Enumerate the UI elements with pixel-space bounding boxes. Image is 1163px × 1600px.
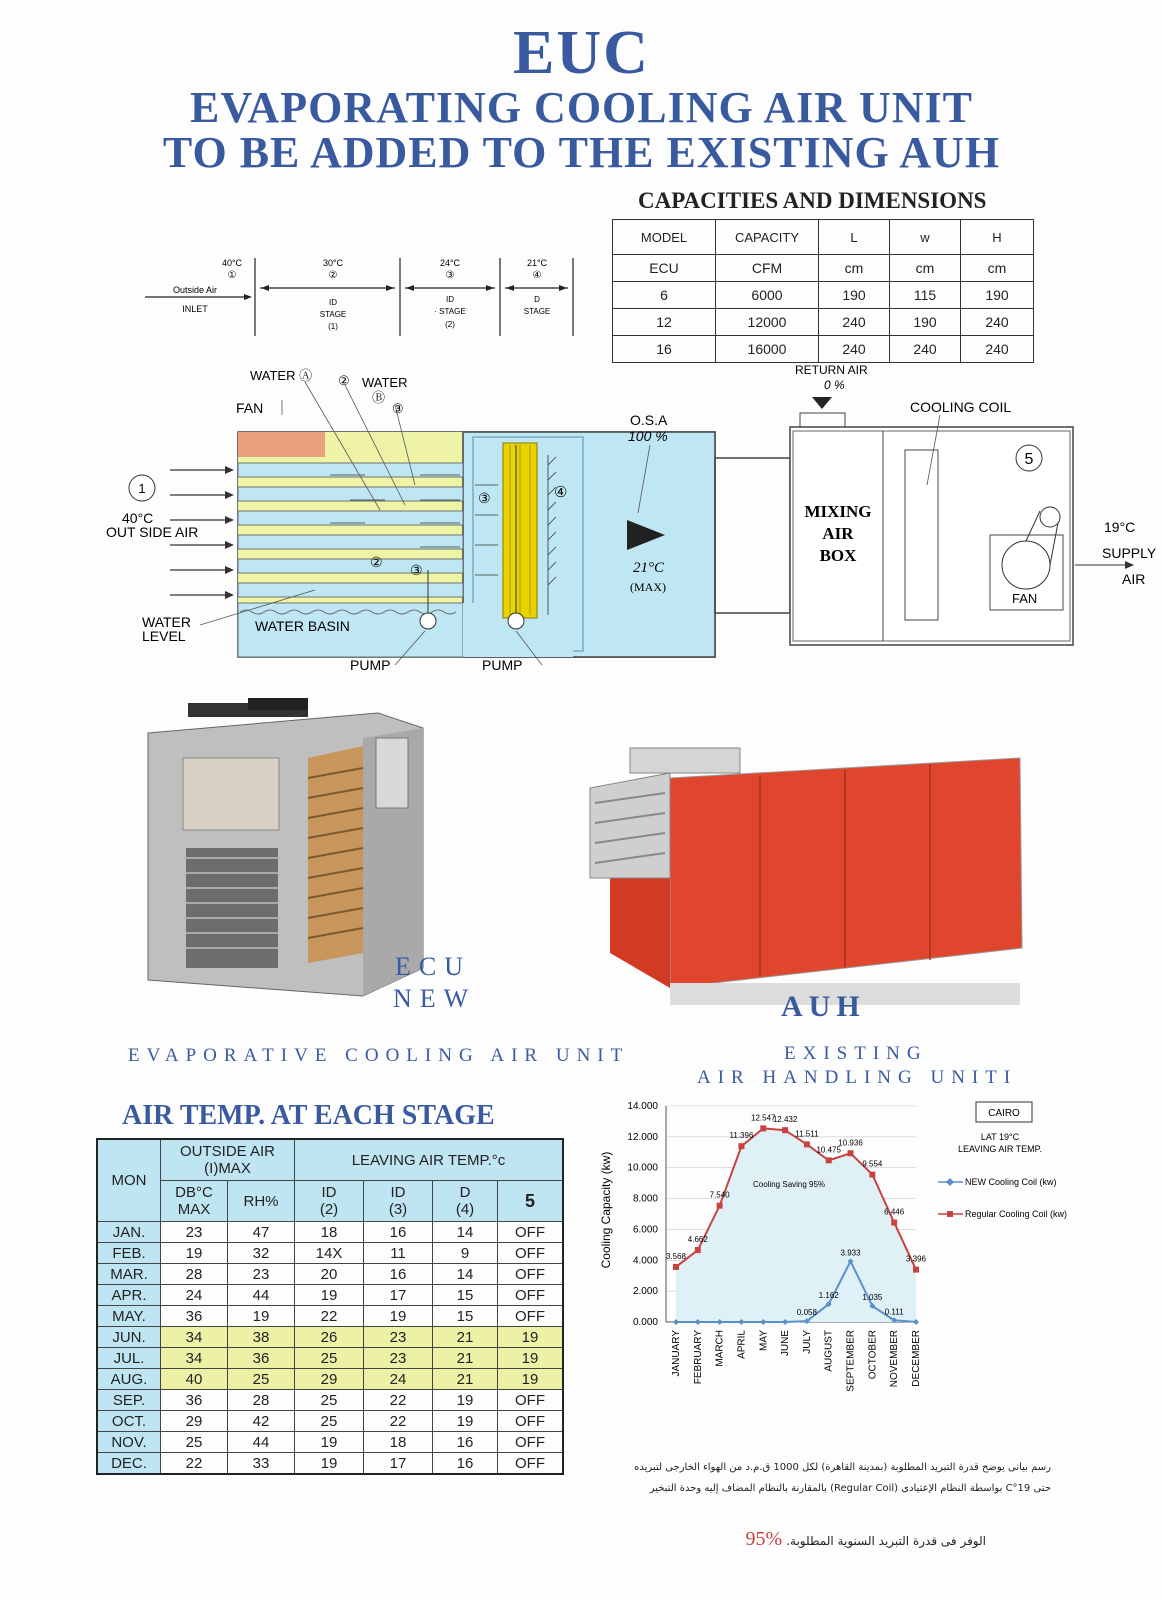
table-row [613, 282, 1034, 309]
arabic-note-1: رسم بيانى يوضح قدرة التبريد المطلوبة (بمدينة القاهرة) لكل 1000 ق.م.د من الهواء الخارجى لتبريده [634, 1462, 1051, 1473]
regular-coil-point [738, 1143, 744, 1149]
label-outside-temp: 40°C [122, 510, 154, 526]
chart-xtick-label: MARCH [714, 1330, 726, 1367]
regular-coil-data-label: 6.446 [884, 1207, 905, 1217]
value-cell: 16 [433, 1453, 498, 1475]
saving-text: الوفر فى قدرة التبريد السنوية المطلوبة. [786, 1534, 986, 1548]
value-cell: OFF [498, 1285, 564, 1306]
stage-temp: 24°C [439, 258, 461, 268]
value-cell: 25 [295, 1348, 364, 1369]
temp-header-rh: RH% [228, 1181, 295, 1222]
cap-cell: 12 [613, 309, 716, 336]
stage-temp: 30°C [322, 258, 344, 268]
month-cell: MAY. [97, 1306, 161, 1327]
chart-ytick-label: 14.000 [627, 1101, 658, 1112]
value-cell: 47 [228, 1222, 295, 1243]
month-cell: OCT. [97, 1411, 161, 1432]
temp-header-d4 [433, 1181, 498, 1222]
page-title: EUC [513, 19, 650, 87]
value-cell: OFF [498, 1411, 564, 1432]
temp-header-outside-2: (I)MAX [204, 1160, 251, 1177]
temp-header-id3-1: ID [390, 1184, 406, 1201]
stage-label: (1) [328, 322, 338, 331]
table-row [97, 1432, 563, 1453]
chart-ytick-label: 10.000 [627, 1162, 658, 1174]
chart-xtick-label: FEBRUARY [692, 1330, 704, 1385]
new-coil-data-label: 0.111 [884, 1307, 904, 1317]
label-return-pct: 0 % [824, 378, 845, 392]
value-cell: 25 [228, 1369, 295, 1390]
legend-regular-label: Regular Cooling Coil (kw) [965, 1209, 1068, 1219]
value-cell: 28 [161, 1264, 228, 1285]
temp-header-5: 5 [498, 1181, 564, 1222]
label-num2: ② [338, 373, 350, 388]
value-cell: 25 [295, 1411, 364, 1432]
stage-inlet-top: Outside Air [172, 285, 218, 295]
value-cell: 22 [364, 1411, 433, 1432]
month-cell: JUL. [97, 1348, 161, 1369]
value-cell: 38 [228, 1327, 295, 1348]
label-c3b: ③ [478, 490, 491, 506]
value-cell: 24 [161, 1285, 228, 1306]
value-cell: 20 [295, 1264, 364, 1285]
label-mixing-2: AIR [822, 524, 854, 543]
value-cell: 16 [364, 1222, 433, 1243]
stage-number: ① [227, 270, 237, 281]
stage-label: ID [446, 295, 454, 304]
label-t19: 19°C [1104, 519, 1136, 535]
value-cell: 19 [498, 1327, 564, 1348]
cap-header-cell: H [961, 220, 1034, 255]
temp-header-outside-1: OUTSIDE AIR [179, 1143, 276, 1160]
month-cell: APR. [97, 1285, 161, 1306]
ecu-caption: EVAPORATIVE COOLING AIR UNIT [128, 1045, 630, 1066]
value-cell: OFF [498, 1306, 564, 1327]
temp-header-id3-2: (3) [388, 1201, 408, 1218]
table-row [97, 1222, 563, 1243]
regular-coil-point [804, 1141, 810, 1147]
value-cell: 17 [364, 1453, 433, 1475]
chart-xtick-label: SEPTEMBER [845, 1330, 857, 1392]
label-pump-2: PUMP [482, 657, 523, 673]
value-cell: 23 [364, 1348, 433, 1369]
value-cell: 25 [295, 1390, 364, 1411]
value-cell: 19 [498, 1369, 564, 1390]
stage-strip [140, 250, 580, 340]
label-max: (MAX) [630, 580, 666, 594]
label-mixing-1: MIXING [804, 502, 872, 521]
value-cell: 17 [364, 1285, 433, 1306]
value-cell: 16 [433, 1432, 498, 1453]
value-cell: 19 [161, 1243, 228, 1264]
cap-cell: 190 [961, 282, 1034, 309]
chart-xtick-label: JUNE [780, 1330, 792, 1357]
auh-caption-1: EXISTING [784, 1043, 928, 1064]
stage-label: · STAGE [434, 307, 466, 316]
label-water-basin: WATER BASIN [255, 618, 350, 634]
system-diagram [100, 363, 1157, 695]
temp-header-mon: MON [97, 1139, 161, 1222]
temp-header-outside [161, 1139, 295, 1181]
capacities-table [612, 219, 1034, 363]
chart-xtick-label: APRIL [736, 1330, 748, 1359]
value-cell: 22 [295, 1306, 364, 1327]
temp-header-db-2: MAX [177, 1201, 211, 1218]
label-t21: 21°C [633, 560, 665, 576]
cap-cell: 240 [890, 336, 961, 363]
cap-header-cell: MODEL [613, 220, 716, 255]
table-row [97, 1453, 563, 1475]
capacities-header-row [613, 220, 1034, 255]
capacities-title: CAPACITIES AND DIMENSIONS [638, 188, 987, 213]
value-cell: 21 [433, 1369, 498, 1390]
chart-ytick-label: 4.000 [632, 1255, 658, 1267]
value-cell: 36 [228, 1348, 295, 1369]
temp-header-db [161, 1181, 228, 1222]
regular-coil-point [891, 1220, 897, 1226]
regular-coil-point [760, 1125, 766, 1131]
cap-cell: 190 [819, 282, 890, 309]
chart-ytick-label: 2.000 [632, 1286, 658, 1298]
temp-header-d4-2: (4) [455, 1201, 475, 1218]
cap-cell: 115 [890, 282, 961, 309]
cap-cell: cm [819, 255, 890, 282]
value-cell: 11 [364, 1243, 433, 1264]
regular-coil-point [869, 1172, 875, 1178]
stage-label: STAGE [319, 310, 347, 319]
label-osa: O.S.A [630, 412, 668, 428]
value-cell: 19 [364, 1306, 433, 1327]
value-cell: OFF [498, 1432, 564, 1453]
regular-coil-data-label: 11.396 [729, 1131, 754, 1141]
label-water-b: WATER [362, 375, 408, 390]
chart-xtick-label: NOVEMBER [889, 1330, 901, 1388]
table-row [613, 336, 1034, 363]
value-cell: 22 [161, 1453, 228, 1475]
label-air: AIR [1122, 571, 1146, 587]
table-row [97, 1285, 563, 1306]
value-cell: 16 [364, 1264, 433, 1285]
cap-header-cell: w [890, 220, 961, 255]
label-b: Ⓑ [372, 390, 386, 405]
temp-header-id2 [295, 1181, 364, 1222]
regular-coil-point [695, 1247, 701, 1253]
regular-coil-data-label: 4.662 [687, 1235, 708, 1245]
value-cell: 32 [228, 1243, 295, 1264]
value-cell: 29 [161, 1411, 228, 1432]
auh-label: AUH [781, 990, 866, 1023]
chart-legend-box-label: CAIRO [988, 1108, 1020, 1119]
label-water-a: WATER Ⓐ [250, 368, 313, 383]
value-cell: 19 [295, 1432, 364, 1453]
value-cell: 19 [295, 1285, 364, 1306]
stage-number: ③ [445, 270, 455, 281]
value-cell: 15 [433, 1285, 498, 1306]
cap-cell: 6000 [716, 282, 819, 309]
cap-cell: cm [961, 255, 1034, 282]
cap-header-cell: CAPACITY [716, 220, 819, 255]
value-cell: 29 [295, 1369, 364, 1390]
value-cell: 36 [161, 1390, 228, 1411]
arabic-note-2: حتى 19°C بواسطة النظام الإعتيادى (Regular Coil) بالمقارنة بالنظام المضاف إليه وحدة التبخير [649, 1483, 1051, 1494]
chart-xtick-label: JANUARY [671, 1330, 682, 1377]
value-cell: OFF [498, 1264, 564, 1285]
chart-ytick-label: 0.000 [632, 1317, 658, 1328]
regular-coil-data-label: 11.511 [795, 1129, 819, 1139]
stage-label: STAGE [523, 307, 551, 316]
value-cell: 34 [161, 1327, 228, 1348]
stage-number: ④ [532, 270, 542, 281]
auh-unit-image [590, 748, 1030, 1010]
value-cell: 14X [295, 1243, 364, 1264]
table-row [97, 1369, 563, 1390]
cap-cell: 240 [819, 309, 890, 336]
legend-new-label: NEW Cooling Coil (kw) [965, 1177, 1057, 1187]
table-row [97, 1348, 563, 1369]
new-coil-data-label: 3.933 [840, 1248, 861, 1258]
value-cell: OFF [498, 1390, 564, 1411]
legend-new-marker [946, 1178, 954, 1186]
regular-coil-point [782, 1127, 788, 1133]
regular-coil-point [848, 1150, 854, 1156]
regular-coil-point [913, 1267, 919, 1273]
cap-cell: 190 [890, 309, 961, 336]
value-cell: 26 [295, 1327, 364, 1348]
table-row [97, 1411, 563, 1432]
stage-temp: 40°C [221, 258, 243, 268]
chart-xtick-label: MAY [758, 1330, 770, 1351]
value-cell: 44 [228, 1285, 295, 1306]
label-c5: 5 [1024, 451, 1034, 468]
value-cell: 34 [161, 1348, 228, 1369]
value-cell: 22 [364, 1390, 433, 1411]
value-cell: 36 [161, 1306, 228, 1327]
chart-annotation: Cooling Saving 95% [753, 1180, 826, 1189]
value-cell: 33 [228, 1453, 295, 1475]
chart-xtick-label: AUGUST [823, 1330, 835, 1372]
table-row [97, 1243, 563, 1264]
regular-coil-point [826, 1157, 832, 1163]
cap-cell: CFM [716, 255, 819, 282]
label-c4: ④ [554, 484, 568, 501]
legend-regular-marker [947, 1211, 953, 1217]
temp-header-id3 [364, 1181, 433, 1222]
temp-header-row [97, 1139, 563, 1181]
value-cell: 14 [433, 1264, 498, 1285]
label-mixing-3: BOX [819, 546, 857, 565]
chart-legend-note-1: LAT 19°C [980, 1132, 1020, 1142]
cap-cell: cm [890, 255, 961, 282]
temp-header-db-1: DB°C [175, 1184, 213, 1201]
cap-cell: 240 [819, 336, 890, 363]
value-cell: 15 [433, 1306, 498, 1327]
stage-label: D [534, 295, 540, 304]
label-num3: ③ [392, 401, 404, 416]
regular-coil-point [673, 1264, 679, 1270]
value-cell: 19 [498, 1348, 564, 1369]
label-outside-air: OUT SIDE AIR [106, 524, 199, 540]
label-fan: FAN [236, 400, 264, 416]
cap-cell: 12000 [716, 309, 819, 336]
month-cell: FEB. [97, 1243, 161, 1264]
chart-ytick-label: 6.000 [632, 1224, 658, 1236]
month-cell: DEC. [97, 1453, 161, 1475]
regular-coil-data-label: 3.396 [905, 1254, 927, 1264]
value-cell: OFF [498, 1222, 564, 1243]
chart-ytick-label: 12.000 [627, 1131, 658, 1143]
chart-legend-note-2: LEAVING AIR TEMP. [957, 1144, 1043, 1154]
cap-cell: 16000 [716, 336, 819, 363]
regular-coil-data-label: 12.547 [751, 1113, 776, 1123]
ecu-new-label: NEW [393, 984, 477, 1013]
temp-table-body [97, 1222, 563, 1475]
cap-cell: 16 [613, 336, 716, 363]
label-water-level-2: LEVEL [142, 628, 186, 644]
month-cell: JUN. [97, 1327, 161, 1348]
value-cell: 19 [433, 1411, 498, 1432]
stage-label: (2) [445, 320, 455, 329]
value-cell: 23 [161, 1222, 228, 1243]
temp-header-id2-2: (2) [319, 1201, 339, 1218]
table-row [97, 1264, 563, 1285]
new-coil-data-label: 1.035 [862, 1293, 883, 1303]
table-row [613, 255, 1034, 282]
stage-label: ID [329, 298, 337, 307]
regular-coil-data-label: 10.936 [838, 1138, 863, 1148]
value-cell: 21 [433, 1348, 498, 1369]
value-cell: 42 [228, 1411, 295, 1432]
value-cell: OFF [498, 1453, 564, 1475]
page-subtitle-1: EVAPORATING COOLING AIR UNIT [189, 83, 974, 132]
cap-cell: 240 [961, 336, 1034, 363]
regular-coil-data-label: 9.554 [862, 1159, 883, 1169]
saving-percent: 95% [745, 1528, 783, 1550]
label-return-air: RETURN AIR [795, 363, 868, 377]
temp-header-leaving: LEAVING AIR TEMP.°c [295, 1139, 564, 1181]
value-cell: OFF [498, 1243, 564, 1264]
chart-xtick-label: JULY [801, 1330, 813, 1354]
table-row [97, 1306, 563, 1327]
value-cell: 18 [295, 1222, 364, 1243]
label-water-level-1: WATER [142, 614, 191, 630]
stage-number: ② [328, 270, 338, 281]
value-cell: 40 [161, 1369, 228, 1390]
cooling-capacity-chart [598, 1100, 1098, 1445]
ecu-label: ECU [395, 952, 471, 981]
value-cell: 18 [364, 1432, 433, 1453]
regular-coil-data-label: 3.568 [665, 1251, 687, 1261]
cap-cell: 240 [961, 309, 1034, 336]
air-temp-table [96, 1138, 564, 1475]
temp-header-d4-1: D [459, 1184, 471, 1201]
auh-caption-2: AIR HANDLING UNITI [697, 1067, 1018, 1088]
month-cell: JAN. [97, 1222, 161, 1243]
stage-temp: 21°C [526, 258, 548, 268]
label-osa-pct: 100 % [628, 428, 668, 444]
value-cell: 24 [364, 1369, 433, 1390]
regular-coil-data-label: 12.432 [772, 1115, 798, 1125]
table-row [97, 1327, 563, 1348]
value-cell: 23 [228, 1264, 295, 1285]
value-cell: 19 [295, 1453, 364, 1475]
cap-header-cell: L [819, 220, 890, 255]
value-cell: 25 [161, 1432, 228, 1453]
label-c2: ② [370, 554, 383, 570]
value-cell: 21 [433, 1327, 498, 1348]
cap-cell: 6 [613, 282, 716, 309]
month-cell: MAR. [97, 1264, 161, 1285]
value-cell: 19 [228, 1306, 295, 1327]
cap-cell: ECU [613, 255, 716, 282]
chart-xtick-label: OCTOBER [867, 1330, 879, 1380]
value-cell: 9 [433, 1243, 498, 1264]
label-outside-num: 1 [138, 481, 146, 496]
value-cell: 19 [433, 1390, 498, 1411]
temp-header-id2-1: ID [321, 1184, 337, 1201]
fan-box [238, 432, 325, 457]
label-c3: ③ [410, 562, 423, 578]
label-pump-1: PUMP [350, 657, 391, 673]
new-coil-data-label: 1.162 [818, 1291, 839, 1301]
value-cell: 28 [228, 1390, 295, 1411]
regular-coil-data-label: 7.540 [709, 1190, 730, 1200]
label-fan-2: FAN [1012, 591, 1038, 606]
chart-xtick-label: DECEMBER [911, 1330, 922, 1387]
label-supply: SUPPLY [1102, 545, 1157, 561]
label-cooling-coil: COOLING COIL [910, 399, 1012, 415]
table-row [97, 1390, 563, 1411]
chart-plot-area [627, 1101, 926, 1392]
month-cell: SEP. [97, 1390, 161, 1411]
month-cell: AUG. [97, 1369, 161, 1390]
new-coil-data-label: 0.058 [796, 1308, 817, 1318]
value-cell: 44 [228, 1432, 295, 1453]
table-row [613, 309, 1034, 336]
value-cell: 23 [364, 1327, 433, 1348]
value-cell: 14 [433, 1222, 498, 1243]
stage-inlet-bottom: INLET [182, 304, 208, 314]
month-cell: NOV. [97, 1432, 161, 1453]
air-temp-title: AIR TEMP. AT EACH STAGE [122, 1100, 495, 1131]
saving-statement [746, 1528, 986, 1551]
regular-coil-point [717, 1203, 723, 1209]
regular-coil-data-label: 10.475 [816, 1145, 841, 1155]
chart-ytick-label: 8.000 [632, 1193, 658, 1205]
temp-subheader-row [97, 1181, 563, 1222]
page-subtitle-2: TO BE ADDED TO THE EXISTING AUH [162, 128, 1001, 177]
chart-ylabel: Cooling Capacity (kw) [599, 1151, 613, 1269]
